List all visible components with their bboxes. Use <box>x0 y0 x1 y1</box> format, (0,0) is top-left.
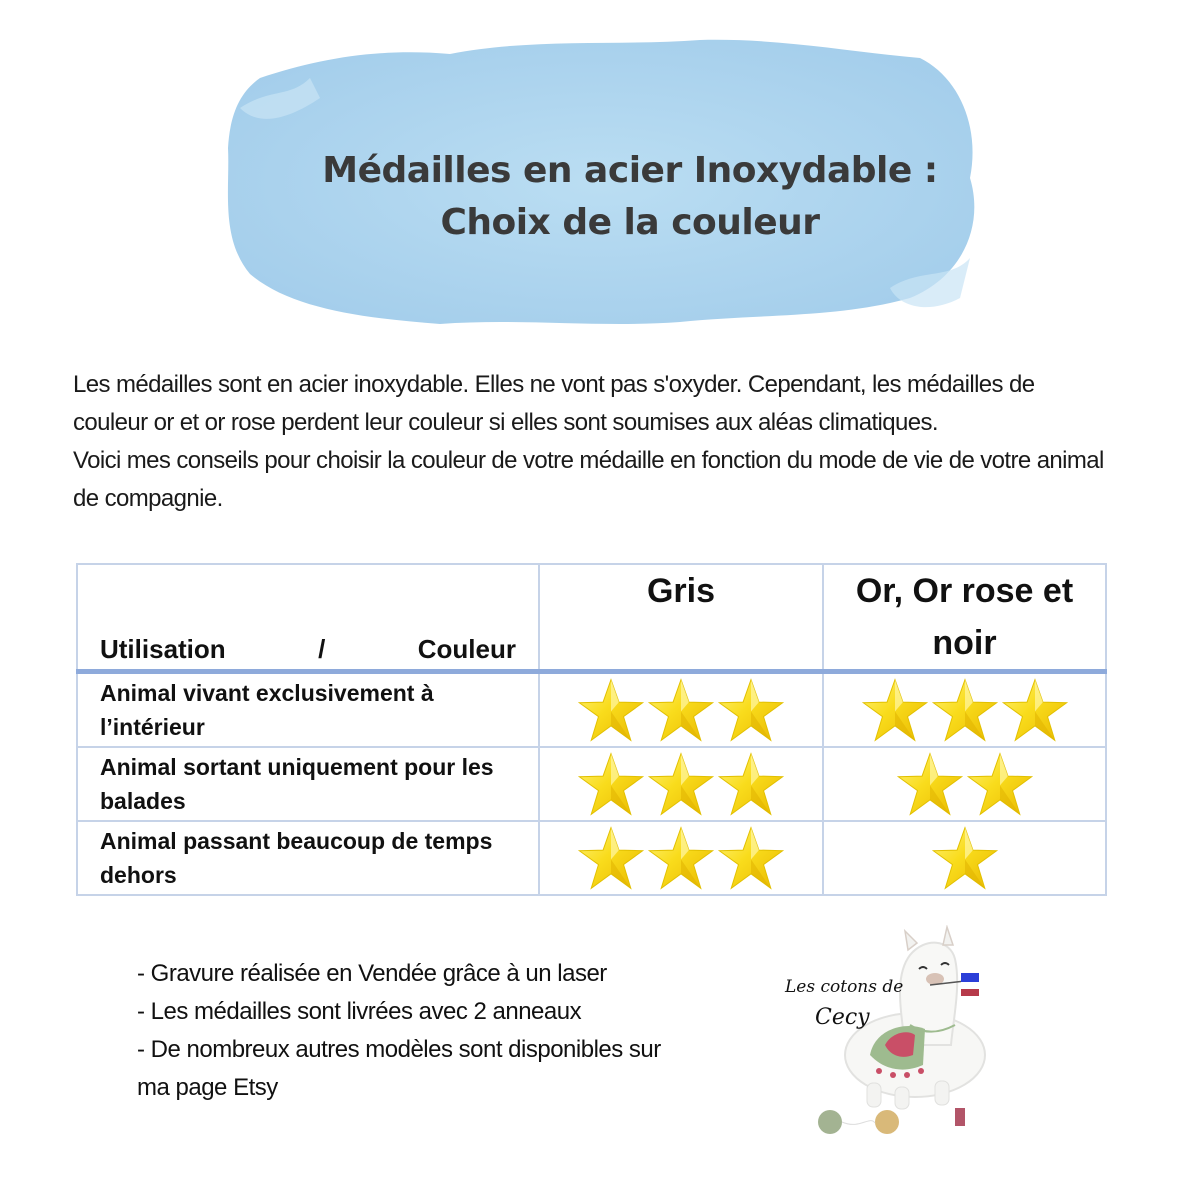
gold-star-icon <box>648 678 714 742</box>
note-item: - De nombreux autres modèles sont disponibles sur ma page Etsy <box>137 1036 661 1101</box>
gold-star-icon <box>648 826 714 890</box>
header-usage-color <box>77 564 539 672</box>
gold-star-icon <box>932 826 998 890</box>
header-or: Or, Or rose et noir <box>823 564 1106 672</box>
table-header-row <box>77 564 1106 672</box>
gold-star-icon <box>578 826 644 890</box>
table-row <box>77 821 1106 895</box>
gold-star-icon <box>932 678 998 742</box>
note-item: - Gravure réalisée en Vendée grâce à un laser <box>137 960 607 987</box>
note-item: - Les médailles sont livrées avec 2 anneaux <box>137 998 582 1025</box>
table-row <box>77 747 1106 821</box>
intro-paragraph-1: Les médailles sont en acier inoxydable. Elles ne vont pas s'oxyder. Cependant, les médailles de couleur or et or rose perdent leur couleur si elles sont soumises aux aléas climatiques. <box>73 371 1035 436</box>
header-gris: Gris <box>539 564 823 672</box>
gold-star-icon <box>648 752 714 816</box>
gris-rating <box>539 672 823 748</box>
title-line-1: Médailles en acier Inoxydable : <box>322 150 938 191</box>
title-line-2: Choix de la couleur <box>440 202 820 243</box>
intro-text <box>73 366 1113 518</box>
gold-star-icon <box>718 826 784 890</box>
gold-star-icon <box>897 752 963 816</box>
header-usage-label: Utilisation <box>100 634 226 664</box>
or-rating <box>823 821 1106 895</box>
gold-star-icon <box>718 752 784 816</box>
brand-logo <box>775 925 1035 1145</box>
gold-star-icon <box>718 678 784 742</box>
gris-rating <box>539 747 823 821</box>
logo-line-1: Les cotons de <box>785 977 904 997</box>
color-choice-table <box>76 563 1107 896</box>
usage-cell: Animal passant beaucoup de temps dehors <box>77 821 539 895</box>
intro-paragraph-2: Voici mes conseils pour choisir la couleur de votre médaille en fonction du mode de vie de votre animal de compagnie. <box>73 447 1104 512</box>
gold-star-icon <box>1002 678 1068 742</box>
or-rating <box>823 672 1106 748</box>
usage-cell: Animal vivant exclusivement à l’intérieur <box>77 672 539 748</box>
header-separator: / <box>318 634 326 664</box>
or-rating <box>823 747 1106 821</box>
gold-star-icon <box>862 678 928 742</box>
gold-star-icon <box>578 678 644 742</box>
table-row <box>77 672 1106 748</box>
gris-rating <box>539 821 823 895</box>
notes-list <box>137 955 697 1107</box>
header-color-label: Couleur <box>417 634 516 664</box>
gold-star-icon <box>967 752 1033 816</box>
gold-star-icon <box>578 752 644 816</box>
page-title <box>200 145 1060 249</box>
usage-cell: Animal sortant uniquement pour les balades <box>77 747 539 821</box>
logo-line-2: Cecy <box>815 1005 870 1030</box>
llama-icon <box>775 925 1035 1145</box>
